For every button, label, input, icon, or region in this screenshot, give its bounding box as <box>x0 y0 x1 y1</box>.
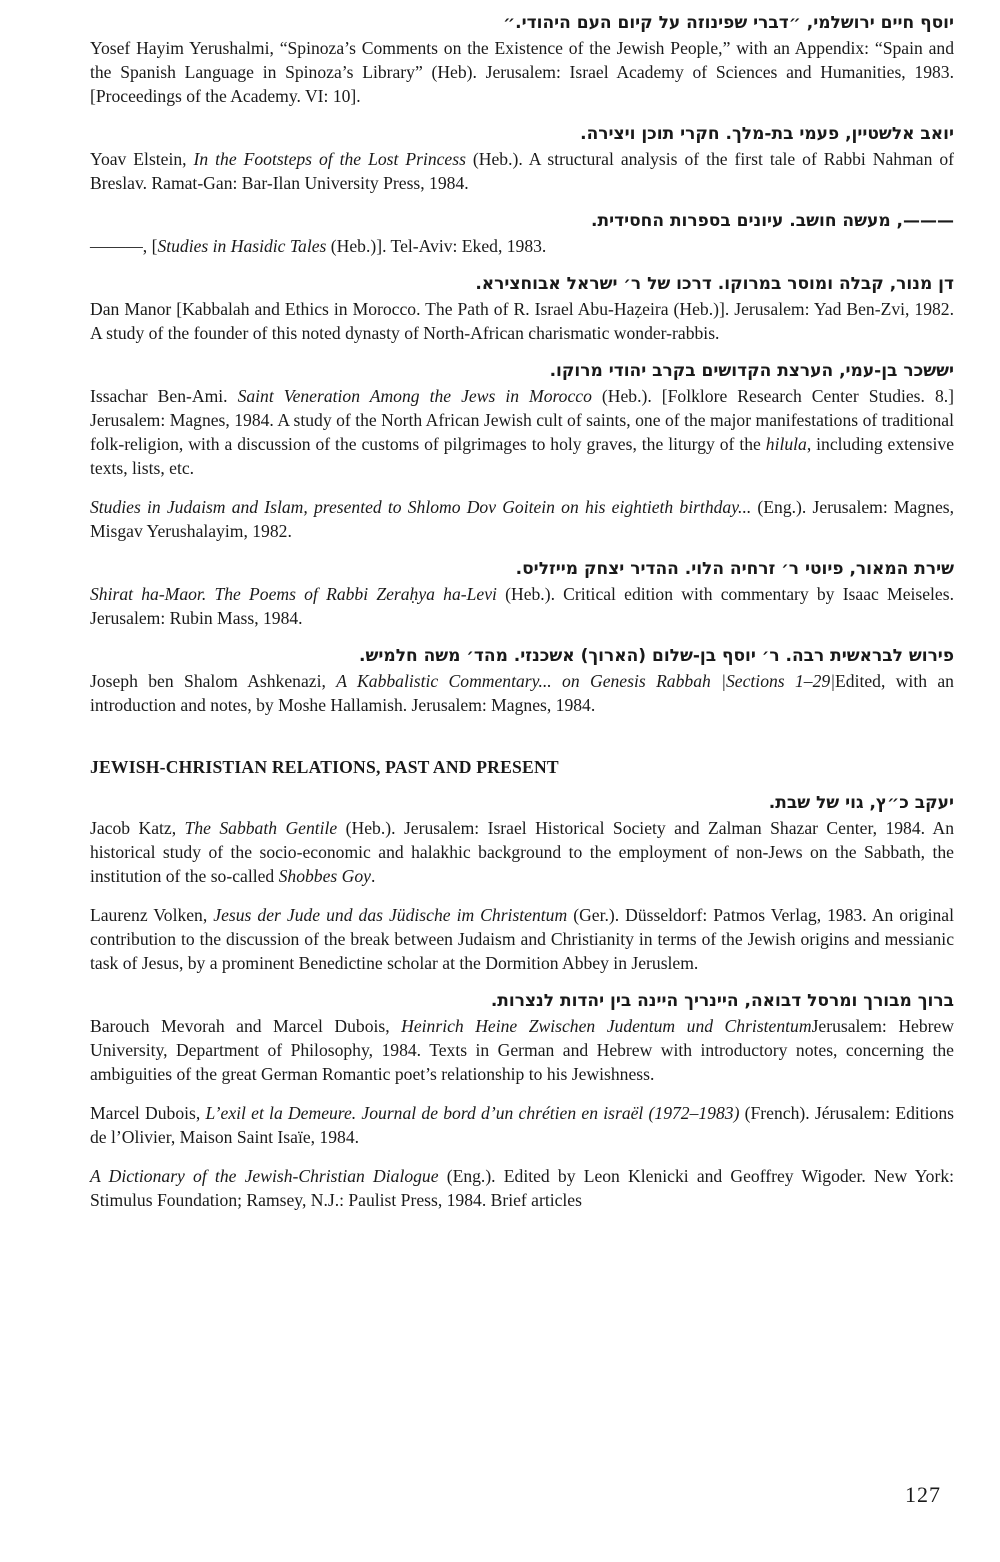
citation-title: In the Footsteps of the Lost Princess <box>193 149 466 169</box>
citation-text: (Heb.). [Folklore Research Center Studies. 8.] Jerusalem: Magnes, 1984. A study of the North African Jewish cult of saints, one of the major manifestations of traditional folk-religion, with a discussion of the customs of pilgrimages to holy graves, the liturgy of the <box>90 386 955 454</box>
hebrew-title: ———, מעשה חושב. עיונים בספרות החסידית. <box>591 211 954 231</box>
bibliography-entry <box>90 12 954 108</box>
bibliography-entry <box>90 273 954 345</box>
english-citation <box>90 234 954 258</box>
citation-text: (Eng.). Jerusalem: Magnes, Misgav Yerushalayim, 1982. <box>90 497 954 541</box>
citation-title: A Dictionary of the Jewish-Christian Dialogue <box>90 1166 439 1186</box>
page-number: 127 <box>905 1482 941 1507</box>
hebrew-title: יששכר בן-עמי, הערצת הקדושים בקרב יהודי מרוקו. <box>549 361 954 381</box>
citation-text: Jacob Katz, <box>90 818 185 838</box>
citation-title: The Sabbath Gentile <box>184 818 338 838</box>
citation-text: Issachar Ben-Ami. <box>90 386 238 406</box>
section-heading: JEWISH-CHRISTIAN RELATIONS, PAST AND PRESENT <box>90 757 559 777</box>
citation-title: hilula <box>765 434 807 454</box>
citation-text: Barouch Mevorah and Marcel Dubois, <box>90 1016 402 1036</box>
citation-title: Shobbes Goy <box>278 866 371 886</box>
citation-text: Joseph ben Shalom Ashkenazi, <box>90 671 337 691</box>
english-citation <box>90 669 954 717</box>
citation-title: A Kabbalistic Commentary... on Genesis Rabbah |Sections 1–29| <box>336 671 836 691</box>
english-citation <box>90 36 954 108</box>
citation-title: Studies in Judaism and Islam, presented to Shlomo Dov Goitein on his eightieth birthday... <box>90 497 752 517</box>
english-citation <box>90 903 954 975</box>
citation-text: (Heb.). Critical edition with commentary by Isaac Meiseles. Jerusalem: Rubin Mass, 1984. <box>90 584 954 628</box>
bibliography-entry <box>90 1101 954 1149</box>
bibliography-entry <box>90 210 954 258</box>
citation-title: Heinrich Heine Zwischen Judentum und Christentum <box>401 1016 812 1036</box>
hebrew-title: פירוש לבראשית רבה. ר׳ יוסף בן-שלום (הארוך) אשכנזי. מהד׳ משה חלמיש. <box>359 646 954 666</box>
english-citation <box>90 1101 954 1149</box>
english-citation <box>90 495 954 543</box>
citation-text: (French). Jérusalem: Editions de l’Olivier, Maison Saint Isaïe, 1984. <box>90 1103 954 1147</box>
hebrew-title: שירת המאור, פיוטי ר׳ זרחיה הלוי. ההדיר יצחק מייזליס. <box>515 559 954 579</box>
citation-text: (Heb.). A structural analysis of the first tale of Rabbi Nahman of Breslav. Ramat-Gan: Bar-Ilan University Press, 1984. <box>90 149 955 193</box>
citation-text: (Heb.). Jerusalem: Israel Historical Society and Zalman Shazar Center, 1984. An historical study of the socio-economic and halakhic background to the employment of non-Jews on the Sabbath, the institution of the so-called <box>90 818 954 886</box>
bibliography-entry <box>90 645 954 717</box>
english-citation <box>90 297 954 345</box>
english-citation <box>90 1014 954 1086</box>
citation-text: (Eng.). Edited by Leon Klenicki and Geoffrey Wigoder. New York: Stimulus Foundation; Ramsey, N.J.: Paulist Press, 1984. Brief articles <box>90 1166 954 1210</box>
citation-text: Dan Manor [Kabbalah and Ethics in Morocco. The Path of R. Israel Abu-Haẓeira (Heb.)]. Jerusalem: Yad Ben-Zvi, 1982. A study of the founder of this noted dynasty of North-African charismatic wonder-rabbis. <box>90 299 954 343</box>
citation-title: Saint Veneration Among the Jews in Morocco <box>237 386 592 406</box>
bibliography-entry <box>90 1164 954 1212</box>
bibliography-entry <box>90 792 954 888</box>
bibliography-list <box>90 12 954 717</box>
bibliography-entry <box>90 360 954 480</box>
hebrew-title: יוסף חיים ירושלמי, ״דברי שפינוזה על קיום העם היהודי.״ <box>503 13 954 33</box>
hebrew-title: יעקב כ״ץ, גוי של שבת. <box>768 793 954 813</box>
bibliography-page <box>90 12 954 1227</box>
hebrew-title: דן מנור, קבלה ומוסר במרוקו. דרכו של ר׳ ישראל אבוחצירא. <box>475 274 954 294</box>
citation-title: Studies in Hasidic Tales <box>157 236 327 256</box>
english-citation <box>90 1164 954 1212</box>
citation-text: Laurenz Volken, <box>90 905 214 925</box>
citation-title: Jesus der Jude und das Jüdische im Christentum <box>213 905 568 925</box>
citation-text: , including extensive texts, lists, etc. <box>90 434 954 478</box>
english-citation <box>90 384 954 480</box>
citation-text: ———, [ <box>90 236 158 256</box>
citation-text: Yosef Hayim Yerushalmi, “Spinoza’s Comments on the Existence of the Jewish People,” with an Appendix: “Spain and the Spanish Language in Spinoza’s Library” (Heb). Jerusalem: Israel Academy of Sciences and Humanities, 1983. [Proceedings of the Academy. VI: 10]. <box>90 38 954 106</box>
bibliography-entry <box>90 903 954 975</box>
bibliography-entry <box>90 123 954 195</box>
citation-text: Edited, with an introduction and notes, by Moshe Hallamish. Jerusalem: Magnes, 1984. <box>90 671 954 715</box>
english-citation <box>90 582 954 630</box>
hebrew-title: יואב אלשטיין, פעמי בת-מלך. חקרי תוכן ויצירה. <box>580 124 954 144</box>
citation-text: Marcel Dubois, <box>90 1103 206 1123</box>
hebrew-title: ברוך מבורך ומרסל דבואה, היינריך היינה בין יהדות לנצרות. <box>490 991 954 1011</box>
bibliography-list <box>90 792 954 1212</box>
bibliography-entry <box>90 495 954 543</box>
bibliography-entry <box>90 558 954 630</box>
citation-text: (Ger.). Düsseldorf: Patmos Verlag, 1983. An original contribution to the discussion of the break between Judaism and Christianity in terms of the Jewish origins and messianic task of Jesus, by a prominent Benedictine scholar at the Dormition Abbey in Jeruslem. <box>90 905 954 973</box>
citation-title: L’exil et la Demeure. Journal de bord d’un chrétien en israël (1972–1983) <box>205 1103 740 1123</box>
citation-title: Shirat ha-Maor. The Poems of Rabbi Zeraḥya ha-Levi <box>90 584 497 604</box>
english-citation <box>90 816 954 888</box>
citation-text: Jerusalem: Hebrew University, Department of Philosophy, 1984. Texts in German and Hebrew with introductory notes, concerning the ambiguities of the great German Romantic poet’s relationship to his Jewishness. <box>90 1016 955 1084</box>
citation-text: . <box>370 866 376 886</box>
english-citation <box>90 147 954 195</box>
citation-text: (Heb.)]. Tel-Aviv: Eked, 1983. <box>326 236 547 256</box>
citation-text: Yoav Elstein, <box>90 149 194 169</box>
bibliography-entry <box>90 990 954 1086</box>
